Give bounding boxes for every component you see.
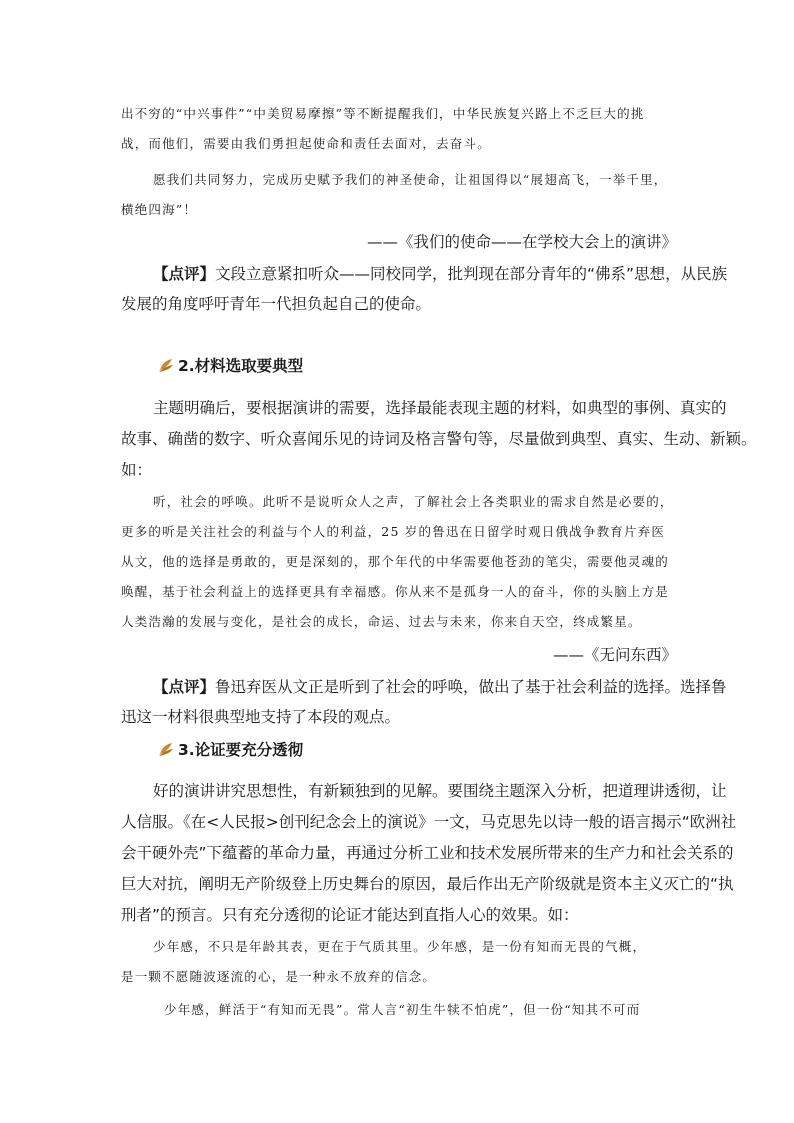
quote-line: 出不穷的“中兴事件”“中美贸易摩擦”等不断提醒我们，中华民族复兴路上不乏巨大的挑 [121,106,645,121]
quote-line: 唤醒，基于社会利益上的选择更具有幸福感。你从来不是孤身一人的奋斗，你的头脑上方是 [121,584,670,599]
quote-line: 愿我们共同努力，完成历史赋予我们的神圣使命，让祖国得以“展翅高飞，一举千里， [153,172,668,187]
quote-line: 是一颗不愿随波逐流的心，是一种永不放弃的信念。 [121,969,437,984]
quote-line: 听，社会的呼唤。此听不是说听众人之声，了解社会上各类职业的需求自然是必要的， [153,494,674,509]
comment-line [153,262,728,284]
comment-label: 【点评】 [153,678,216,696]
quote-line: 人类浩瀚的发展与变化，是社会的成长，命运、过去与未来，你来自天空，终成繁星。 [121,614,642,629]
quote-line: 从文，他的选择是勇敢的，更是深刻的，那个年代的中华需要他苍劲的笔尖，需要他灵魂的 [121,554,670,569]
body-line: 刑者”的预言。只有充分透彻的论证才能达到直指人心的效果。如： [121,906,579,924]
body-line: 人信服。《在<人民报>创刊纪念会上的演说》一文，马克思先以诗一般的语言揭示“欧洲社 [121,813,737,831]
body-line: 故事、确凿的数字、听众喜闻乐见的诗词及格言警句等，尽量做到典型、真实、生动、新颖。 [121,430,757,448]
comment-line [153,675,727,697]
comment-line: 迅这一材料很典型地支持了本段的观点。 [121,708,401,726]
quote-line: 横绝四海”！ [121,202,198,217]
comment-label: 【点评】 [153,265,216,283]
comment-text: 鲁迅弃医从文正是听到了社会的呼唤，做出了基于社会利益的选择。选择鲁 [215,678,727,696]
body-line: 主题明确后，要根据演讲的需要，选择最能表现主题的材料，如典型的事例、真实的 [153,399,727,417]
body-line: 好的演讲讲究思想性，有新颖独到的见解。要围绕主题深入分析，把道理讲透彻，让 [153,782,727,800]
quote-line: 更多的听是关注社会的利益与个人的利益，25 岁的鲁迅在日留学时观日俄战争教育片弃医 [121,524,666,539]
quote-line: 少年感，不只是年龄其表，更在于气质其里。少年感，是一份有知而无畏的气概， [153,939,647,954]
body-line: 巨大对抗，阐明无产阶级登上历史舞台的原因，最后作出无产阶级就是资本主义灭亡的“执 [121,875,734,893]
body-line: 如： [121,461,153,479]
quote-source: ——《无问东西》 [552,646,677,664]
quote-line: 少年感，鲜活于“有知而无畏”。常人言“初生牛犊不怕虎”，但一份“知其不可而 [164,1002,641,1017]
quote-source: ——《我们的使命——在学校大会上的演讲》 [366,233,677,251]
quote-line: 战，而他们，需要由我们勇担起使命和责任去面对，去奋斗。 [121,136,491,151]
section-heading: 3.论证要充分透彻 [178,741,304,759]
body-line: 会干硬外壳”下蕴蓄的革命力量，再通过分析工业和技术发展所带来的生产力和社会关系的 [121,844,734,862]
comment-line: 发展的角度呼吁青年一代担负起自己的使命。 [121,295,432,313]
comment-text: 文段立意紧扣听众——同校同学，批判现在部分青年的“佛系”思想，从民族 [215,265,728,283]
section-heading: 2.材料选取要典型 [178,357,304,375]
